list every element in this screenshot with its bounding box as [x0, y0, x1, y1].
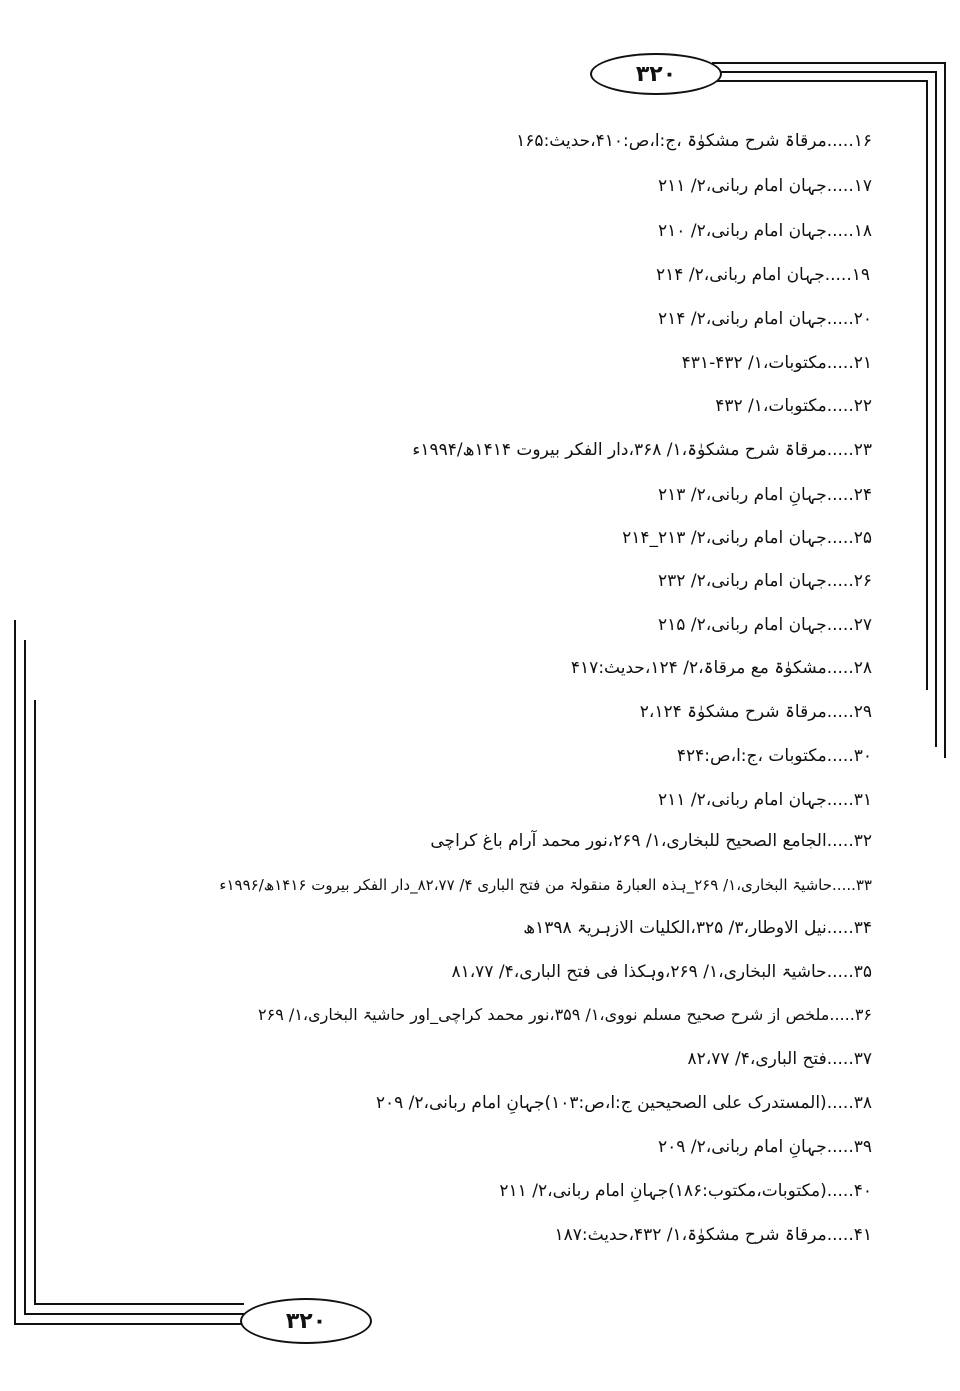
footnote-number: ۲۹: [853, 702, 872, 722]
footnote-18: ۱۸.....جہان امام ربانی،۲/ ۲۱۰: [658, 221, 872, 241]
footnote-26: ۲۶.....جہان امام ربانی،۲/ ۲۳۲: [658, 571, 872, 591]
footnote-20: ۲۰.....جہان امام ربانی،۲/ ۲۱۴: [658, 309, 872, 329]
footnote-number: ۲۶: [853, 571, 872, 591]
footnote-text: ملخص از شرح صحیح مسلم نووی،۱/ ۳۵۹،نور محمد کراچی_اور حاشیۃ البخاری،۱/ ۲۶۹: [258, 1005, 830, 1024]
footnote-40: ۴۰.....(مکتوبات،مکتوب:۱۸۶)جہانِ امام ربانی،۲/ ۲۱۱: [499, 1181, 872, 1201]
footnote-27: ۲۷.....جہان امام ربانی،۲/ ۲۱۵: [658, 615, 872, 635]
footnote-36: ۳۶.....ملخص از شرح صحیح مسلم نووی،۱/ ۳۵۹،نور محمد کراچی_اور حاشیۃ البخاری،۱/ ۲۶۹: [258, 1005, 872, 1024]
footnote-text: جہان امام ربانی،۲/ ۲۱۵: [658, 615, 827, 635]
footnote-41: ۴۱.....مرقاۃ شرح مشکوٰۃ،۱/ ۴۳۲،حدیث:۱۸۷: [554, 1225, 872, 1245]
footnote-text: مشکوٰۃ مع مرقاۃ،۲/ ۱۲۴،حدیث:۴۱۷: [570, 658, 827, 678]
footnote-number: ۱۸: [853, 221, 872, 241]
footnote-text: مرقاۃ شرح مشکوٰۃ ،ج:ا،ص:۴۱۰،حدیث:۱۶۵: [516, 131, 827, 151]
frame-left-line-1: [14, 620, 16, 1323]
frame-right-line-3: [926, 80, 928, 690]
footnote-17: ۱۷.....جہان امام ربانی،۲/ ۲۱۱: [658, 176, 872, 196]
footnote-number: ۱۷: [853, 176, 872, 196]
footnote-number: ۲۱: [853, 353, 872, 373]
footnote-number: ۲۵: [853, 528, 872, 548]
footnote-number: ۲۴: [853, 485, 872, 505]
footnote-number: ۳۰: [853, 746, 872, 766]
footnote-text: جہان امام ربانی،۲/ ۲۱۱: [658, 176, 827, 196]
footnote-text: حاشیۃ البخاری،۱/ ۲۶۹_ہذہ العبارۃ منقولۃ من فتح الباری ۴/ ۸۲،۷۷_دار الفکر بیروت ۱۴۱۶ھ/۱۹۹۶ء: [219, 876, 833, 894]
footnote-31: ۳۱.....جہان امام ربانی،۲/ ۲۱۱: [658, 790, 872, 810]
footnote-number: ۳۹: [853, 1137, 872, 1157]
footnote-number: ۳۵: [853, 962, 872, 982]
footnote-37: ۳۷.....فتح الباری،۴/ ۸۲،۷۷: [687, 1049, 872, 1069]
footnote-text: مکتوبات،۱/ ۴۳۲-۴۳۱: [681, 353, 827, 373]
footnote-28: ۲۸.....مشکوٰۃ مع مرقاۃ،۲/ ۱۲۴،حدیث:۴۱۷: [570, 658, 872, 678]
footnote-39: ۳۹.....جہانِ امام ربانی،۲/ ۲۰۹: [658, 1137, 872, 1157]
footnote-number: ۲۲: [853, 396, 872, 416]
footnote-number: ۳۱: [853, 790, 872, 810]
footnote-number: ۴۰: [853, 1181, 872, 1201]
footnote-number: ۲۷: [853, 615, 872, 635]
footnote-text: مکتوبات،۱/ ۴۳۲: [715, 396, 827, 416]
footnote-number: ۳۳: [855, 876, 872, 894]
footnote-33: ۳۳.....حاشیۃ البخاری،۱/ ۲۶۹_ہذہ العبارۃ منقولۃ من فتح الباری ۴/ ۸۲،۷۷_دار الفکر بیروت ۱۴۱۶ھ/۱۹۹۶ء: [219, 876, 872, 894]
footnote-32: ۳۲.....الجامع الصحیح للبخاری،۱/ ۲۶۹،نور محمد آرام باغ کراچی: [430, 831, 872, 851]
frame-bottom-line-3: [34, 1303, 244, 1305]
footnote-text: (المستدرک علی الصحیحین ج:ا،ص:۱۰۳)جہانِ امام ربانی،۲/ ۲۰۹: [375, 1093, 827, 1113]
footnote-text: مکتوبات ،ج:ا،ص:۴۲۴: [676, 746, 827, 766]
footnote-text: جہانِ امام ربانی،۲/ ۲۰۹: [658, 1137, 827, 1157]
footnote-number: ۳۷: [853, 1049, 872, 1069]
footnote-text: (مکتوبات،مکتوب:۱۸۶)جہانِ امام ربانی،۲/ ۲۱۱: [499, 1181, 827, 1201]
page-number-bottom-text: ۳۲۰: [285, 1308, 327, 1334]
footnote-number: ۴۱: [853, 1225, 872, 1245]
footnote-number: ۲۳: [853, 440, 872, 460]
frame-left-line-3: [34, 700, 36, 1303]
frame-top-line-2: [712, 71, 936, 73]
footnote-text: جہان امام ربانی،۲/ ۲۱۳_۲۱۴: [622, 528, 827, 548]
footnote-number: ۳۶: [854, 1005, 872, 1024]
footnote-text: جہان امام ربانی،۲/ ۲۱۱: [658, 790, 827, 810]
footnote-number: ۲۸: [853, 658, 872, 678]
footnote-text: جہان امام ربانی،۲/ ۲۳۲: [658, 571, 827, 591]
footnote-text: مرقاۃ شرح مشکوٰۃ ۲،۱۲۴: [639, 702, 827, 722]
page-number-top-text: ۳۲۰: [635, 61, 677, 87]
footnote-35: ۳۵.....حاشیۃ البخاری،۱/ ۲۶۹،وہکذا فی فتح الباری،۴/ ۸۱،۷۷: [451, 962, 872, 982]
frame-bottom-line-2: [24, 1313, 244, 1315]
footnote-text: جہان امام ربانی،۲/ ۲۱۴: [658, 309, 827, 329]
footnote-text: نیل الاوطار،۳/ ۳۲۵،الکلیات الازہریۃ ۱۳۹۸ھ: [523, 918, 827, 938]
footnote-text: مرقاۃ شرح مشکوٰۃ،۱/ ۳۶۸،دار الفکر بیروت ۱۴۱۴ھ/۱۹۹۴ء: [412, 440, 827, 460]
frame-right-line-2: [935, 71, 937, 747]
footnote-38: ۳۸.....(المستدرک علی الصحیحین ج:ا،ص:۱۰۳)جہانِ امام ربانی،۲/ ۲۰۹: [375, 1093, 872, 1113]
footnote-text: جہانِ امام ربانی،۲/ ۲۱۳: [658, 485, 827, 505]
footnote-number: ۱۹: [851, 265, 870, 285]
footnote-24: ۲۴.....جہانِ امام ربانی،۲/ ۲۱۳: [658, 485, 872, 505]
frame-top-line-1: [712, 62, 944, 64]
footnote-30: ۳۰.....مکتوبات ،ج:ا،ص:۴۲۴: [676, 746, 872, 766]
footnote-number: ۱۶: [853, 131, 872, 151]
footnote-16: ۱۶.....مرقاۃ شرح مشکوٰۃ ،ج:ا،ص:۴۱۰،حدیث:۱۶۵: [516, 131, 872, 151]
footnote-29: ۲۹.....مرقاۃ شرح مشکوٰۃ ۲،۱۲۴: [639, 702, 872, 722]
footnote-number: ۳۲: [853, 831, 872, 851]
footnote-text: جہان امام ربانی،۲/ ۲۱۴: [656, 265, 825, 285]
page-number-top: [590, 53, 722, 95]
footnote-text: الجامع الصحیح للبخاری،۱/ ۲۶۹،نور محمد آرام باغ کراچی: [430, 831, 827, 851]
frame-left-line-2: [24, 640, 26, 1313]
footnote-23: ۲۳.....مرقاۃ شرح مشکوٰۃ،۱/ ۳۶۸،دار الفکر بیروت ۱۴۱۴ھ/۱۹۹۴ء: [412, 440, 872, 460]
footnote-text: فتح الباری،۴/ ۸۲،۷۷: [687, 1049, 827, 1069]
footnote-19: ۱۹.....جہان امام ربانی،۲/ ۲۱۴: [656, 265, 870, 285]
footnote-21: ۲۱.....مکتوبات،۱/ ۴۳۲-۴۳۱: [681, 353, 872, 373]
frame-top-line-3: [712, 80, 928, 82]
footnote-text: حاشیۃ البخاری،۱/ ۲۶۹،وہکذا فی فتح الباری،۴/ ۸۱،۷۷: [451, 962, 827, 982]
footnote-22: ۲۲.....مکتوبات،۱/ ۴۳۲: [715, 396, 872, 416]
footnote-number: ۳۴: [853, 918, 872, 938]
footnote-text: مرقاۃ شرح مشکوٰۃ،۱/ ۴۳۲،حدیث:۱۸۷: [554, 1225, 827, 1245]
footnote-text: جہان امام ربانی،۲/ ۲۱۰: [658, 221, 827, 241]
footnote-number: ۲۰: [853, 309, 872, 329]
frame-bottom-line-1: [14, 1323, 244, 1325]
footnote-25: ۲۵.....جہان امام ربانی،۲/ ۲۱۳_۲۱۴: [622, 528, 872, 548]
footnote-34: ۳۴.....نیل الاوطار،۳/ ۳۲۵،الکلیات الازہریۃ ۱۳۹۸ھ: [523, 918, 872, 938]
frame-right-line-1: [944, 62, 946, 758]
page-number-bottom: [240, 1298, 372, 1344]
footnote-number: ۳۸: [853, 1093, 872, 1113]
